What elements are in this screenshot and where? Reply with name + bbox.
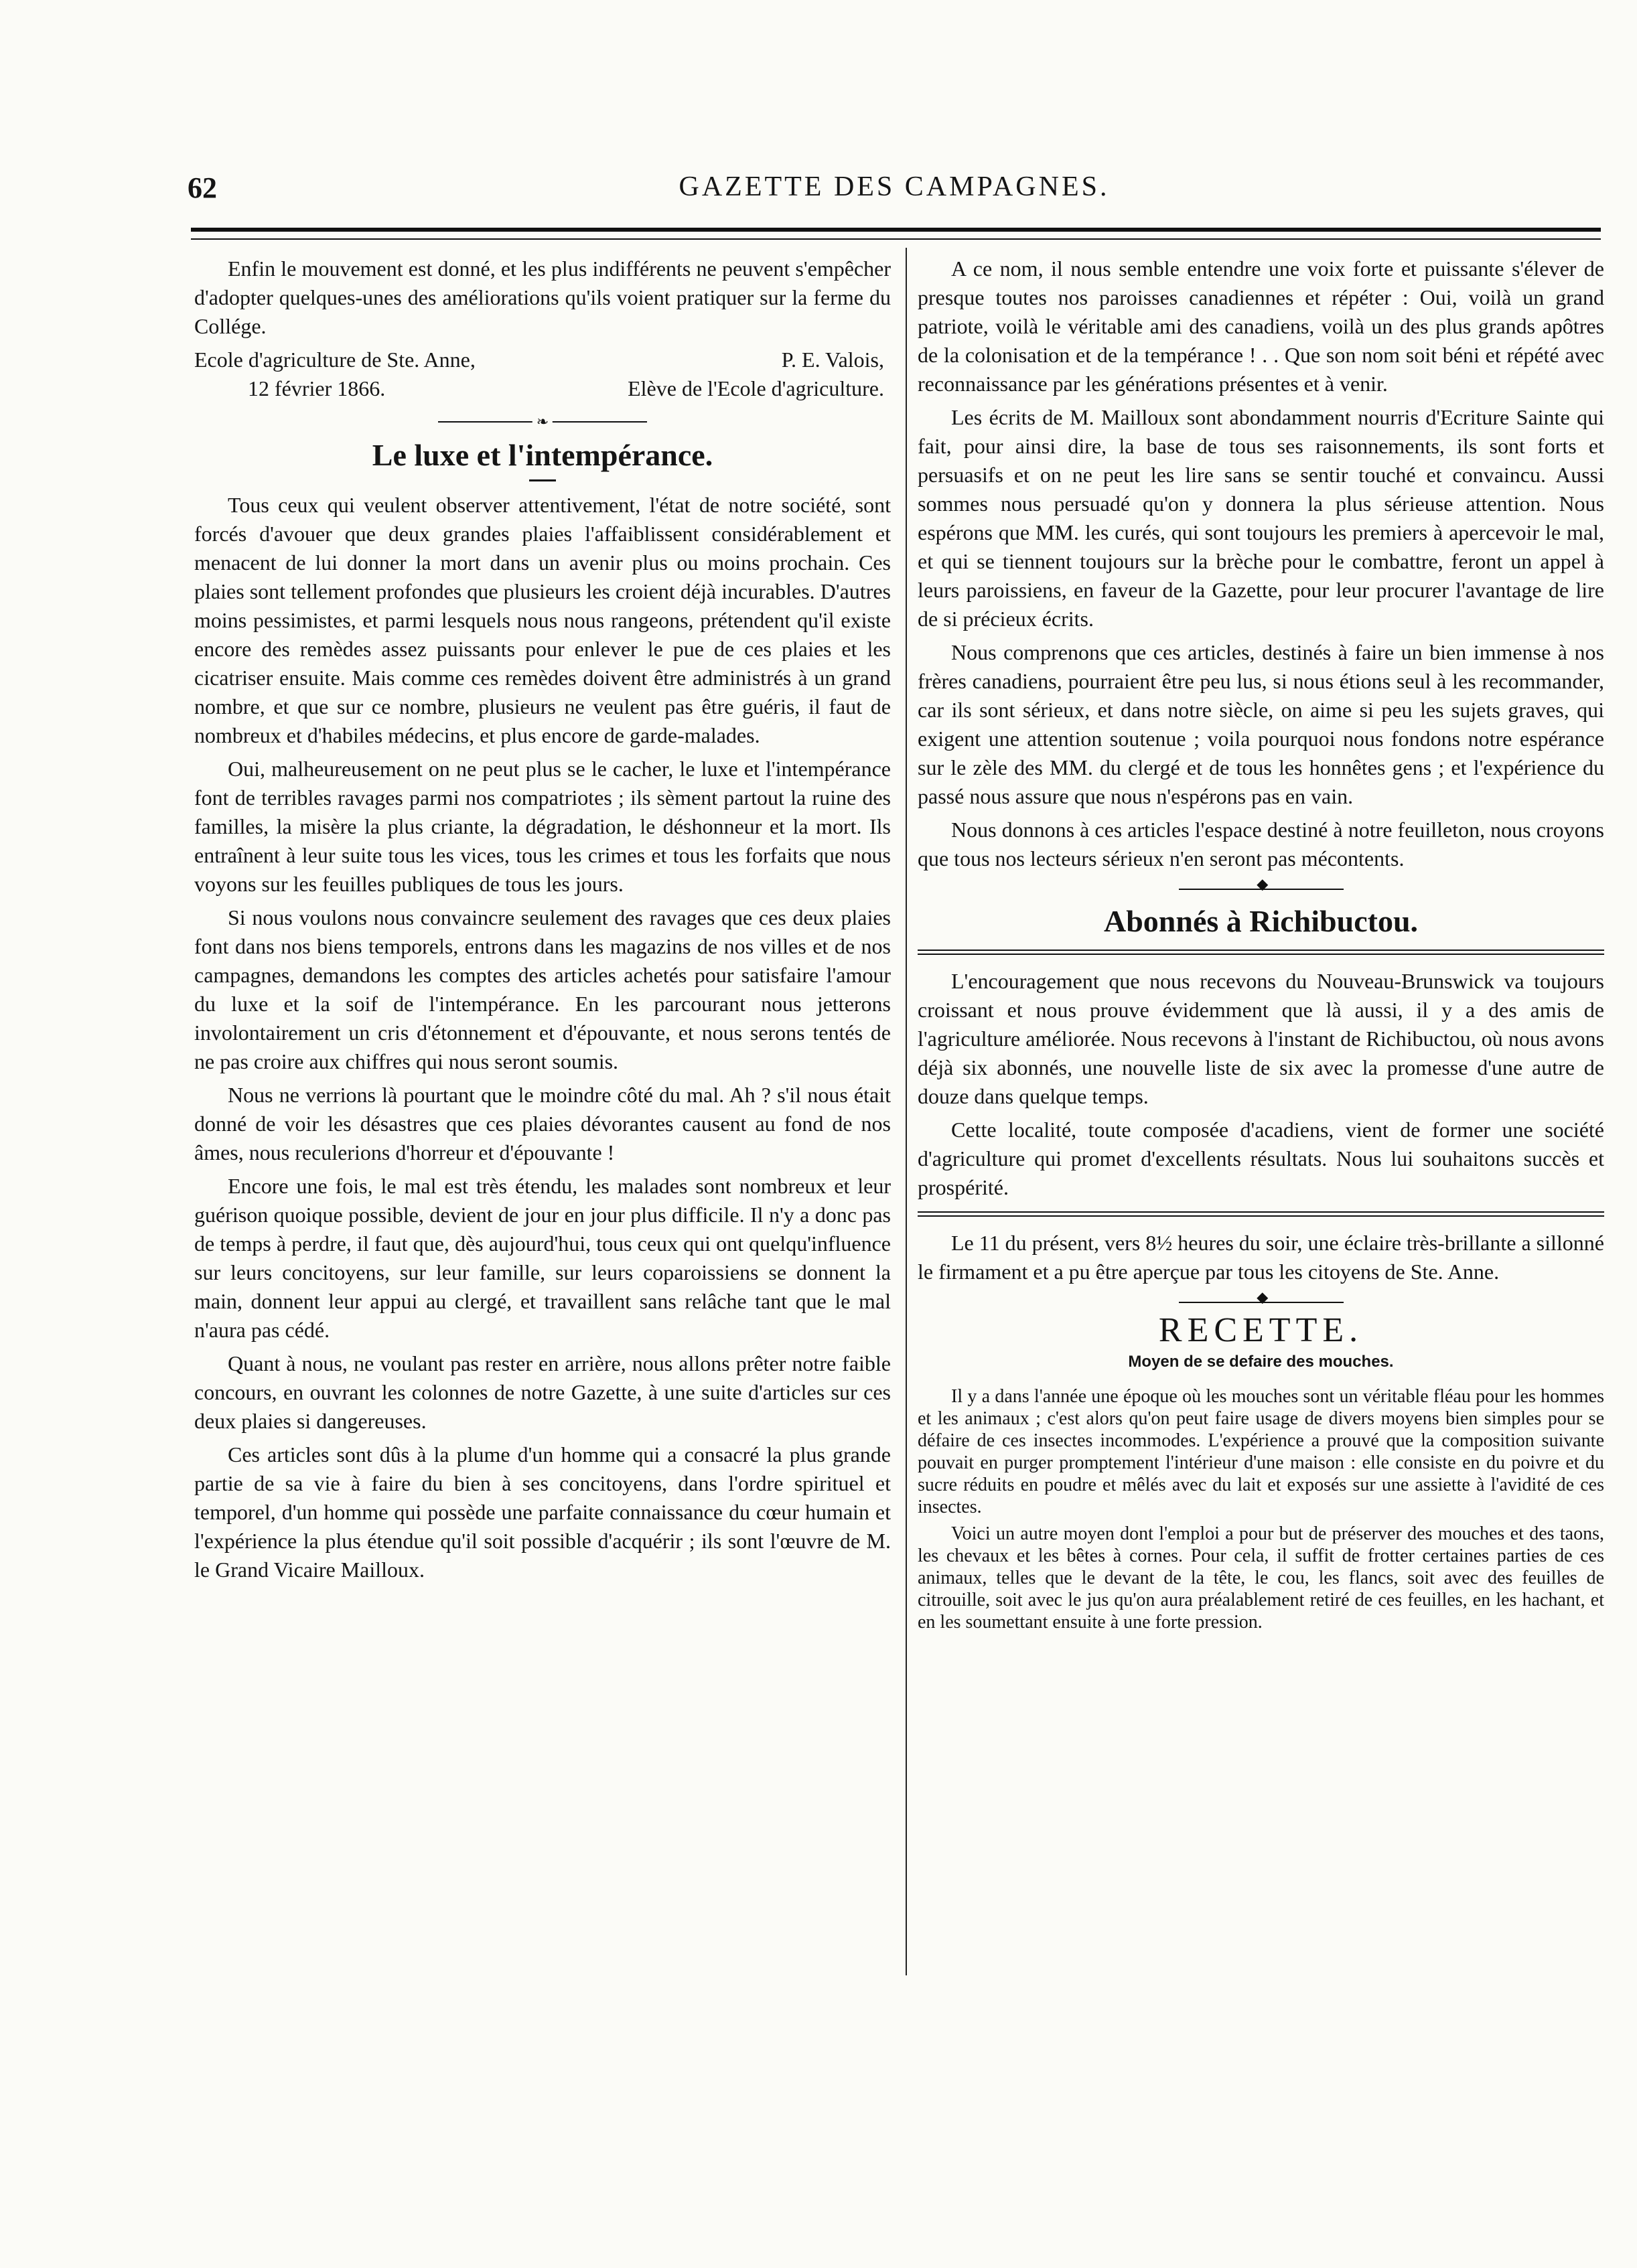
recipe-paragraph: Voici un autre moyen dont l'emploi a pour but de préserver des mouches et des taons, les chevaux et les bêtes à cornes. Pour cela, il suffit de frotter certaines parties de ces animaux, telles que le devant de la tête, le cou, les flancs, soit avec des feuilles de citrouille, soit avec le jus qu'on aura préalablement retiré de ces feuilles, en les hachant, et en les soumettant ensuite à une forte pression. xyxy=(918,1523,1604,1633)
section-break xyxy=(918,1297,1604,1308)
article-paragraph: Si nous voulons nous convaincre seulement des ravages que ces deux plaies font dans nos biens temporels, entrons dans les magazins de nos villes et de nos campagnes, demandons les comptes des articles achetés pour satisfaire l'amour du luxe et la soif de l'intempérance. En les parcourant nous jetterons involontairement un cris d'étonnement et d'épouvante, et nous serons tentés de ne pas croire aux chiffres qui nous seront soumis. xyxy=(194,905,891,1073)
signature-school: Ecole d'agriculture de Ste. Anne, xyxy=(194,348,476,372)
double-rule xyxy=(918,1211,1604,1217)
article-paragraph: A ce nom, il nous semble entendre une voix forte et puissante s'élever de presque toutes nos paroisses canadiennes et répéter : Oui, voilà un grand patriote, voilà le véritable ami des canadiens, voilà un des plus grands apôtres de la colonisation et de la tempérance ! . . Que son nom soit béni et répété avec reconnaissance par les générations présentes et à venir. xyxy=(918,256,1604,396)
recipe-paragraph: Il y a dans l'année une époque où les mouches sont un véritable fléau pour les hommes et les animaux ; c'est alors qu'on peut faire usage de divers moyens bien simples pour se défaire de ces insectes incommodes. L'expérience a prouvé que la composition suivante pouvait en purger promptement l'intérieur d'une maison : elle consiste en du poivre et du sucre réduits en poudre et mêlés avec du lait et exposés sur une assiette à l'avidité de ces insectes. xyxy=(918,1386,1604,1517)
article-paragraph: Oui, malheureusement on ne peut plus se le cacher, le luxe et l'intempérance font de terribles ravages parmi nos compatriotes ; ils sèment partout la ruine des familles, la misère la plus criante, la dégradation, le déshonneur et la mort. Ils entraînent à leur suite tous les vices, tous les crimes et tous les forfaits que nous voyons sur les feuilles publiques de tous les jours. xyxy=(194,757,891,896)
double-rule xyxy=(918,950,1604,955)
section-break xyxy=(918,884,1604,895)
right-column xyxy=(918,254,1604,1638)
article-paragraph: Les écrits de M. Mailloux sont abondamment nourris d'Ecriture Sainte qui fait, pour ainsi dire, la base de tous ses raisonnements, ils sont forts et persuasifs et on ne peut les lire sans se sentir touché et convaincu. Aussi sommes nous persuadé qu'on y donnera la plus sérieuse attention. Nous espérons que MM. les curés, qui sont toujours les premiers à apercevoir le mal, et qui se tiennent toujours sur la brèche pour le combattre, feront un appel à leurs paroissiens, en faveur de la Gazette, pour leur procurer l'avantage de lire de si précieux écrits. xyxy=(918,405,1604,631)
article-paragraph: Ces articles sont dûs à la plume d'un homme qui a consacré la plus grande partie de sa vie à faire du bien à ses concitoyens, dans l'ordre spirituel et temporel, d'un homme qui possède une parfaite connaissance du cœur humain et l'expérience la plus étendue qu'il soit possible d'acquérir ; ils sont l'œuvre de M. le Grand Vicaire Mailloux. xyxy=(194,1442,891,1582)
newspaper-title: GAZETTE DES CAMPAGNES. xyxy=(679,171,1110,202)
article-paragraph: Nous donnons à ces articles l'espace destiné à notre feuilleton, nous croyons que tous nos lecteurs sérieux n'en seront pas mécontents. xyxy=(918,818,1604,871)
header-rule-thick xyxy=(191,228,1601,232)
recipe-subtitle: Moyen de se defaire des mouches. xyxy=(1128,1353,1394,1371)
article-paragraph: Quant à nous, ne voulant pas rester en arrière, nous allons prêter notre faible concours, en ouvrant les colonnes de notre Gazette, à une suite d'articles sur ces deux plaies si dangereuses. xyxy=(194,1351,891,1433)
signature-role: Elève de l'Ecole d'agriculture. xyxy=(628,376,884,400)
eclair-paragraph: Le 11 du présent, vers 8½ heures du soir, une éclaire très-brillante a sillonné le firmament et a pu être aperçue par tous les citoyens de Ste. Anne. xyxy=(918,1231,1604,1284)
recipe-body xyxy=(918,1385,1604,1633)
title-dash xyxy=(529,479,556,481)
column-divider xyxy=(906,248,907,1975)
signature-date: 12 février 1866. xyxy=(248,376,386,400)
signature-author: P. E. Valois, xyxy=(781,348,884,372)
article-title: Le luxe et l'intempérance. xyxy=(372,438,713,472)
ornament-divider: ❧ xyxy=(194,415,891,429)
article-paragraph: Nous ne verrions là pourtant que le moindre côté du mal. Ah ? s'il nous était donné de voir les désastres que ces plaies dévorantes causent au fond de nos âmes, nous reculerions d'horreur et d'épouvante ! xyxy=(194,1083,891,1164)
abonnes-paragraph: L'encouragement que nous recevons du Nouveau-Brunswick va toujours croissant et nous prouve évidemment que là aussi, il y a des amis de l'agriculture améliorée. Nous recevons à l'instant de Richibuctou, où nous avons déjà six abonnés, une nouvelle liste de six avec la promesse d'une autre de douze dans quelque temps. xyxy=(918,969,1604,1108)
page-number: 62 xyxy=(188,171,217,204)
signature-line-2 xyxy=(194,374,891,403)
header-rule-thin xyxy=(191,238,1601,240)
abonnes-paragraph: Cette localité, toute composée d'acadiens, vient de former une société d'agriculture qui promet d'excellents résultats. Nous lui souhaitons succès et prospérité. xyxy=(918,1118,1604,1199)
intro-paragraph: Enfin le mouvement est donné, et les plus indifférents ne peuvent s'empêcher d'adopter quelques-unes des améliorations qu'ils voient pratiquer sur la ferme du Collége. xyxy=(194,256,891,338)
signature-line-1 xyxy=(194,346,891,374)
recipe-title: RECETTE. xyxy=(1158,1311,1364,1349)
page-header xyxy=(188,171,1601,211)
article-paragraph: Nous comprenons que ces articles, destinés à faire un bien immense à nos frères canadiens, pourraient être peu lus, si nous étions seul à les recommander, car ils sont sérieux, et dans notre siècle, on aime si peu les sujets graves, qui exigent une attention soutenue ; voila pourquoi nous fondons notre espérance sur le zèle des MM. du clergé et de tous les honnêtes gens ; et l'expérience du passé nous assure que nous n'espérons pas en vain. xyxy=(918,640,1604,808)
article-paragraph: Tous ceux qui veulent observer attentivement, l'état de notre société, sont forcés d'avouer que deux grandes plaies l'affaiblissent considérablement et menacent de lui donner la mort dans un avenir plus ou moins prochain. Ces plaies sont tellement profondes que plusieurs les croient déjà incurables. D'autres moins pessimistes, et parmi lesquels nous nous rangeons, prétendent qu'il existe encore des remèdes assez puissants pour enlever le pue de ces plaies et les cicatriser ensuite. Mais comme ces remèdes doivent être administrés à un grand nombre, et que sur ce nombre, plusieurs ne veulent pas être guéris, il faut de nombreux et d'habiles médecins, et plus encore de garde-malades. xyxy=(194,493,891,747)
article-paragraph: Encore une fois, le mal est très étendu, les malades sont nombreux et leur guérison quoique possible, devient de jour en jour plus difficile. Il n'y a donc pas de temps à perdre, il faut que, dès aujourd'hui, tous ceux qui ont quelqu'influence sur leurs concitoyens, sur leur famille, sur leurs coparoissiens se donnent la main, donnent leur appui au clergé, et travaillent sans relâche tant que le mal n'aura pas cédé. xyxy=(194,1174,891,1342)
left-column xyxy=(194,254,891,1589)
abonnes-title: Abonnés à Richibuctou. xyxy=(1103,904,1419,938)
